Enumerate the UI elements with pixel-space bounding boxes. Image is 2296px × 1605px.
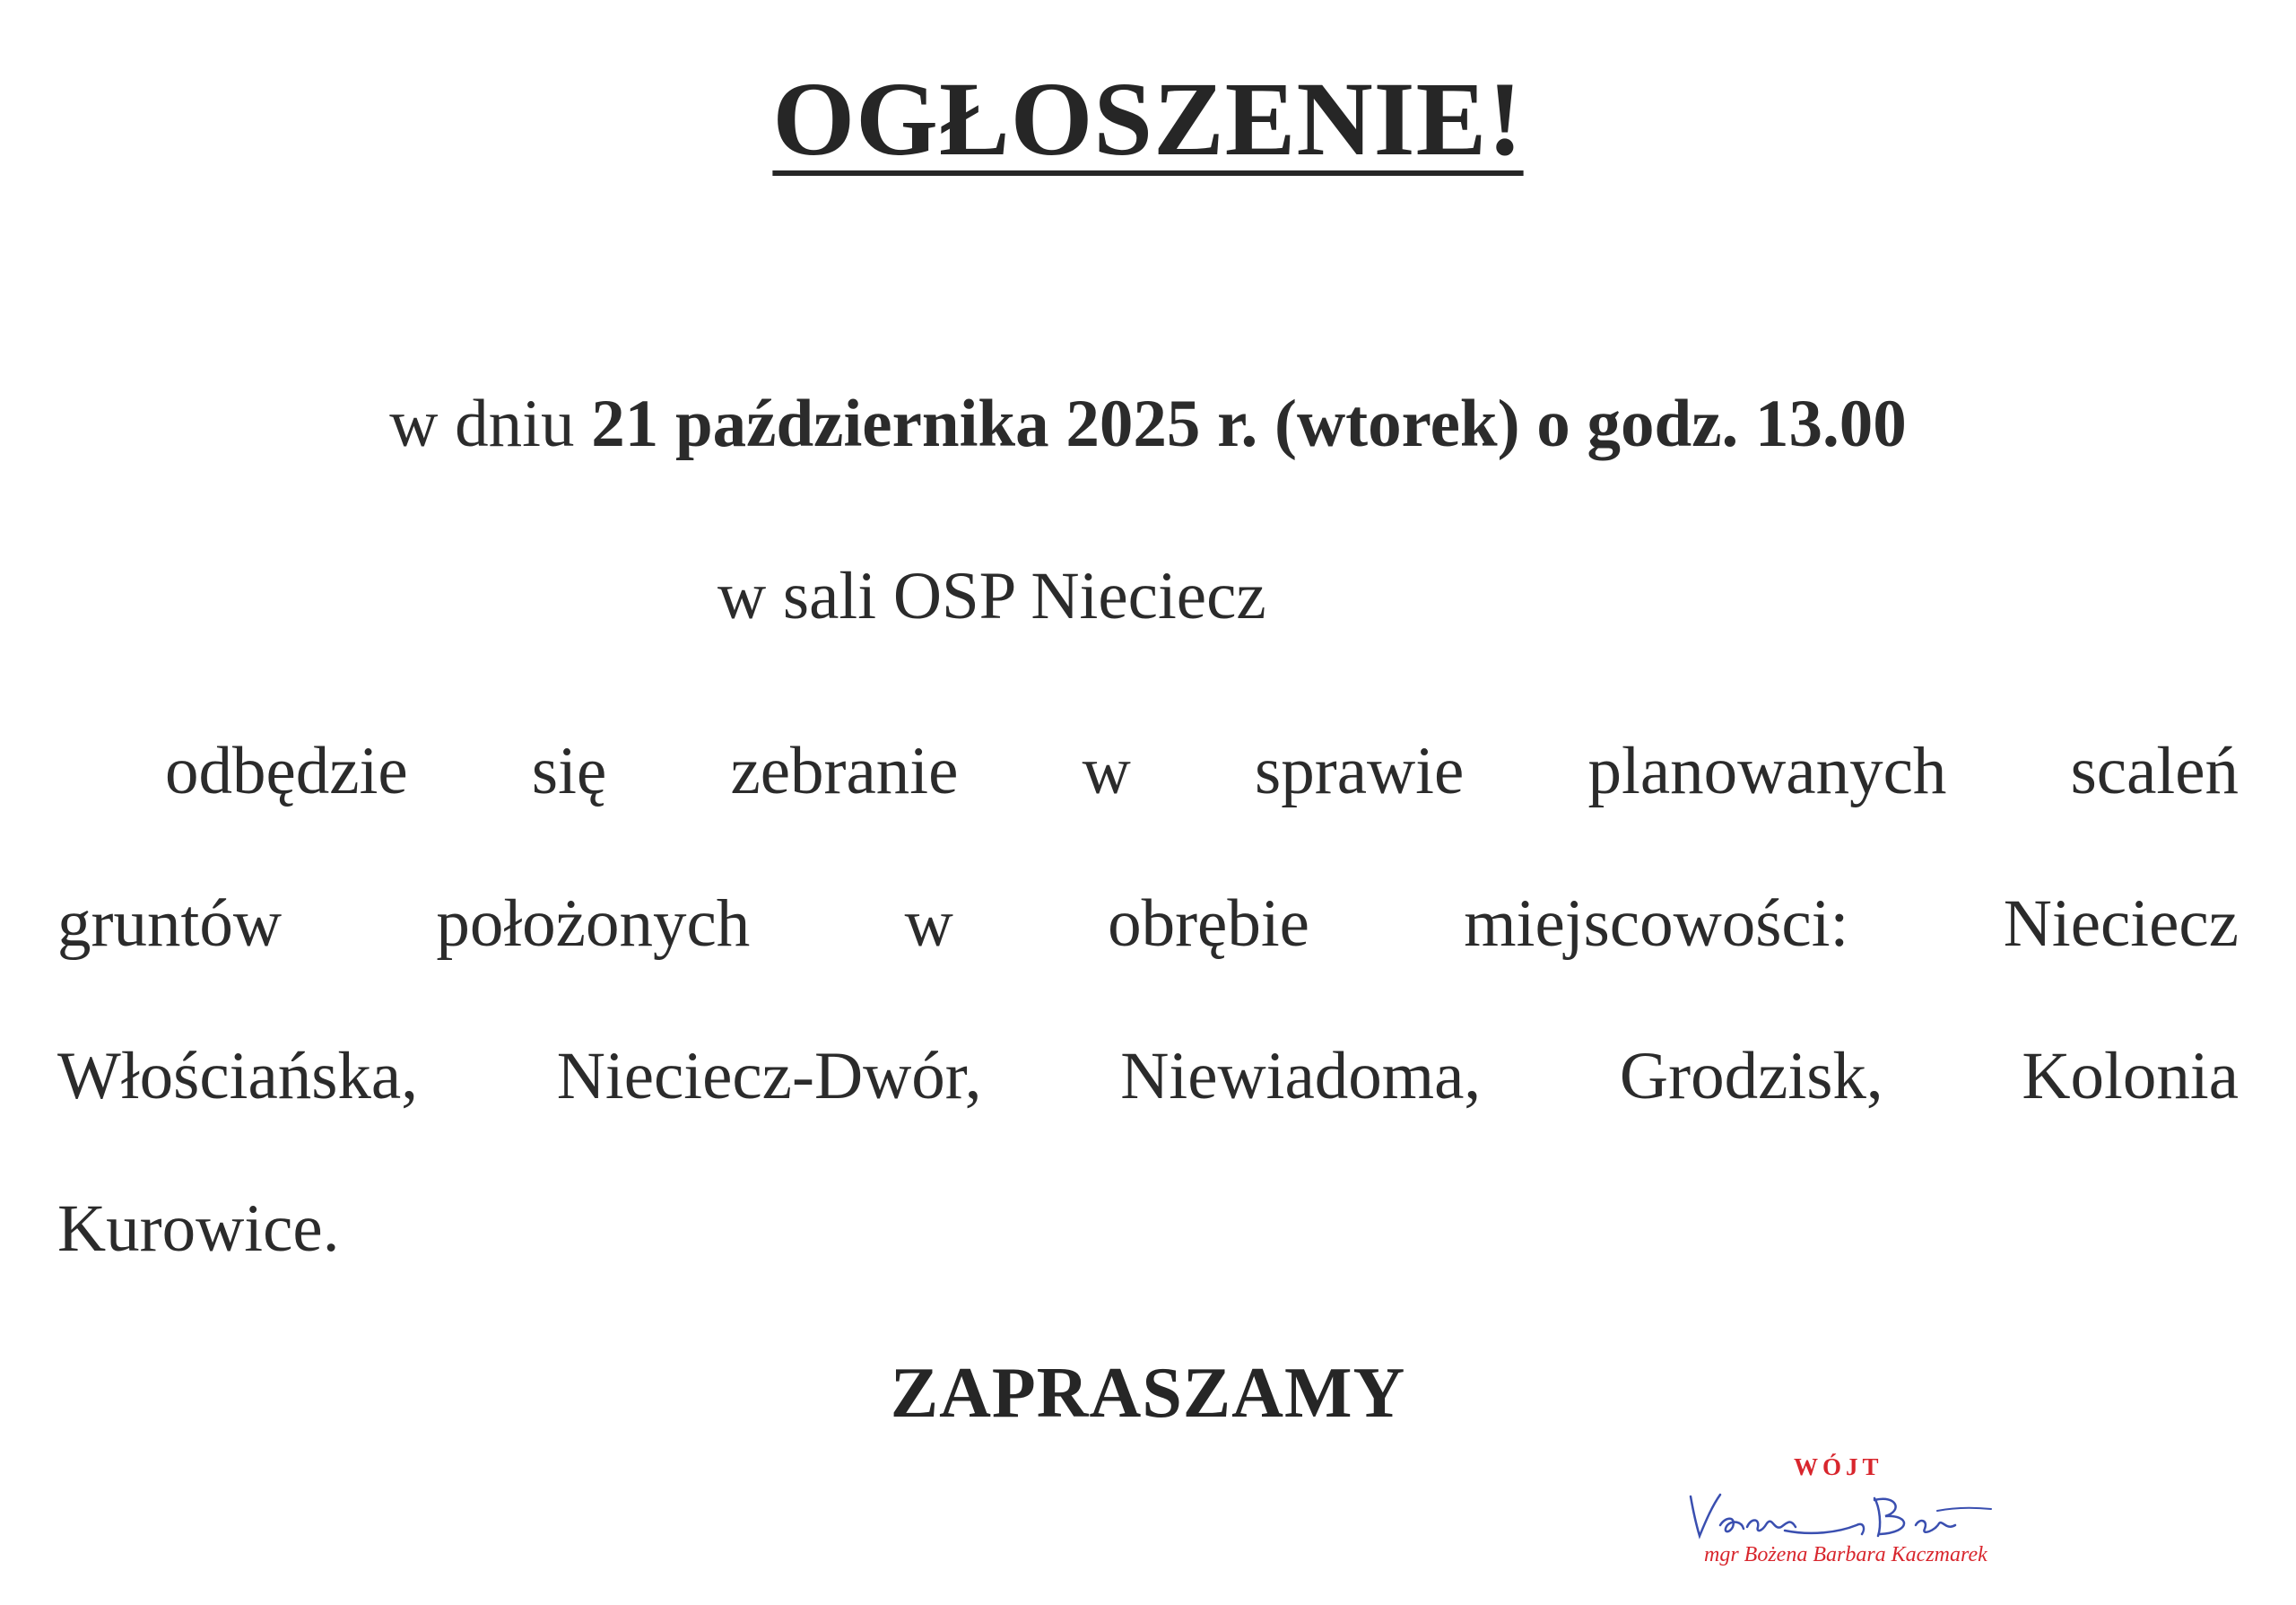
place-line: w sali OSP Nieciecz <box>718 559 1266 633</box>
announcement-title <box>0 56 2296 183</box>
stamp-title: WÓJT <box>1794 1453 1883 1480</box>
paragraph-line-1: odbędzie się zebranie w sprawie planowanych scaleń <box>165 734 2239 808</box>
date-prefix: w dniu <box>389 387 592 461</box>
paragraph-line-2: gruntów położonych w obrębie miejscowości: Nieciecz <box>57 886 2239 961</box>
stamp-name: mgr Bożena Barbara Kaczmarek <box>1704 1543 1987 1566</box>
paragraph-line-3: Włościańska, Nieciecz-Dwór, Niewiadoma, Grodzisk, Kolonia <box>57 1039 2239 1113</box>
official-stamp <box>1650 1444 2045 1579</box>
announcement-title-text: OGŁOSZENIE! <box>772 60 1524 178</box>
paragraph-line-4: Kurowice. <box>57 1191 340 1266</box>
handwritten-signature <box>1650 1480 2045 1548</box>
invitation-text: ZAPRASZAMY <box>890 1354 1406 1433</box>
date-line <box>0 384 2296 465</box>
date-bold: 21 października 2025 r. (wtorek) o godz. 13.00 <box>591 387 1907 461</box>
